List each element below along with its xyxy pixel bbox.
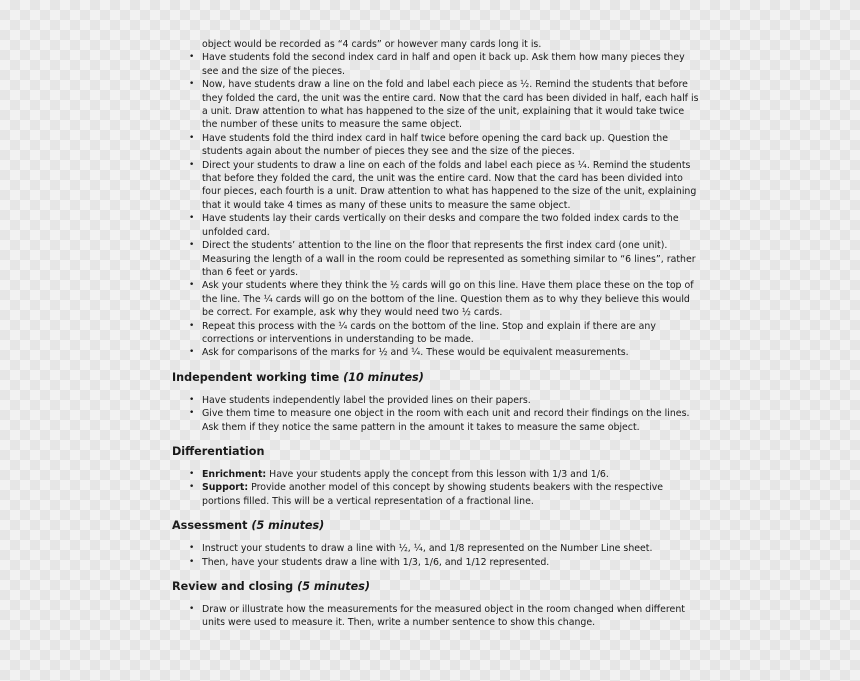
list-item-continuation: that it would take 4 times as many of these units to measure the same object. [202,199,571,211]
heading-time: (5 minutes) [251,519,325,533]
heading-title: Independent working time [172,370,340,384]
review-list [172,603,712,630]
list-item: • Have students fold the second index card in half and open it back up. Ask them how many pieces they [172,51,712,64]
heading-time: (5 minutes) [297,580,371,593]
list-item: • Ask your students where they think the ½ cards will go on this line. Have them place these on the top of [172,279,712,292]
heading-review-and-closing [172,580,712,594]
list-item: • Repeat this process with the ¼ cards on the bottom of the line. Stop and explain if there are any [172,320,712,333]
heading-differentiation: Differentiation [172,444,265,458]
list-item: • Instruct your students to draw a line with ½, ¼, and 1/8 represented on the Number Line sheet. [172,542,712,555]
intro-continuation: object would be recorded as “4 cards” or however many cards long it is. [202,39,542,50]
list-item-support [172,481,712,494]
support-text: Provide another model of this concept by showing students beakers with the respective [248,482,664,494]
list-item: • Then, have your students draw a line with 1/3, 1/6, and 1/12 represented. [172,556,712,569]
support-label: Support: [202,482,249,494]
heading-title: Review and closing [172,580,294,593]
list-item-continuation: four pieces, each fourth is a unit. Draw attention to what has happened to the size of the unit, explaining [202,186,697,198]
list-item: • Draw or illustrate how the measurements for the measured object in the room changed when different [172,603,712,616]
list-item: • Direct the students’ attention to the line on the floor that represents the first index card (one unit). [172,239,712,252]
list-item: • Have students lay their cards vertically on their desks and compare the two folded index cards to the [172,212,712,225]
heading-time: (10 minutes) [343,370,424,384]
differentiation-list [172,468,712,508]
list-item-continuation: unfolded card. [202,226,270,238]
list-item-continuation: Measuring the length of a wall in the room could be represented as something similar to “6 lines”, rather [202,253,696,265]
list-item: • Now, have students draw a line on the fold and label each piece as ½. Remind the students that before [172,78,712,91]
list-item-continuation: students again about the number of pieces they see and the size of the pieces. [202,146,575,158]
list-item: • Have students independently label the provided lines on their papers. [172,394,712,407]
heading-title: Assessment [172,519,248,533]
activity-list [172,51,712,359]
list-item-continuation: units were used to measure it. Then, write a number sentence to show this change. [202,617,596,629]
enrichment-label: Enrichment: [202,468,267,480]
list-item-continuation: the line. The ¼ cards will go on the bottom of the line. Question them as to why they believe this would [202,293,690,305]
list-item-continuation: than 6 feet or yards. [202,266,299,278]
list-item-continuation: they folded the card, the unit was the entire card. Now that the card has been divided in half, each half is [202,92,699,104]
list-item-enrichment [172,468,712,481]
assessment-list [172,542,712,569]
list-item: • Ask for comparisons of the marks for ½ and ¼. These would be equivalent measurements. [172,346,712,359]
list-item-continuation: a unit. Draw attention to what has happened to the size of the unit, explaining that it would take twice [202,106,685,118]
heading-independent-working-time [172,371,712,385]
list-item-continuation: corrections or interventions in understanding to be made. [202,333,474,345]
list-item-continuation: be correct. For example, ask why they would need two ½ cards. [202,307,503,319]
document-page [172,38,712,630]
support-text-line-2: portions filled. This will be a vertical representation of a fractional line. [202,495,534,507]
list-item-continuation: see and the size of the pieces. [202,65,346,77]
list-item-continuation: that before they folded the card, the unit was the entire card. Now that the card has been divided into [202,173,683,185]
enrichment-text: Have your students apply the concept from this lesson with 1/3 and 1/6. [266,468,609,480]
independent-list [172,394,712,434]
list-item-continuation: the number of these units to measure the same object. [202,119,463,131]
list-item: • Give them time to measure one object in the room with each unit and record their findings on the lines. [172,407,712,420]
heading-assessment [172,519,712,533]
list-item: • Direct your students to draw a line on each of the folds and label each piece as ¼. Remind the students [172,159,712,172]
list-item-continuation: Ask them if they notice the same pattern in the amount it takes to measure the same object. [202,421,640,433]
list-item: • Have students fold the third index card in half twice before opening the card back up. Question the [172,132,712,145]
